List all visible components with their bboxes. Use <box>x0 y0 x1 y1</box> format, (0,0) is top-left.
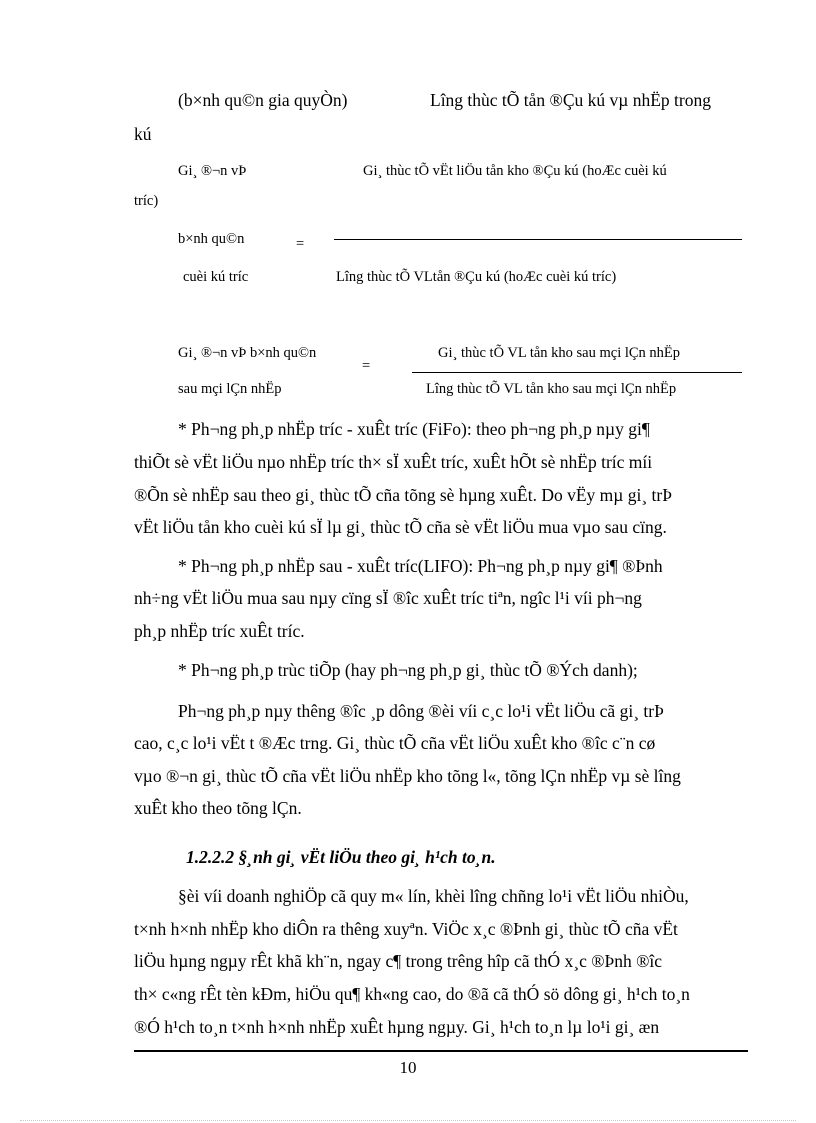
direct-desc-line-1: Ph¬ng ph¸p nµy thêng ®îc ¸p dông ®èi víi c¸c lo¹i vËt liÖu cã gi¸ trÞ <box>178 701 664 721</box>
formula3-equals-sign: = <box>362 358 371 374</box>
formula3-left-bottom: sau mçi lÇn nhËp <box>178 381 282 397</box>
section-body-line-1: §èi víi doanh nghiÖp cã quy m« lín, khèi lîng chñng lo¹i vËt liÖu nhiÒu, <box>178 886 689 906</box>
formula2-denominator: Lîng thùc tÕ VLtån ®Çu kú (hoÆc cuèi kú tríc) <box>336 269 617 285</box>
fifo-line-2: thiÕt sè vËt liÖu nµo nhËp tríc th× sÏ xuÊt tríc, xuÊt hÕt sè nhËp tríc míi <box>134 452 653 472</box>
section-body-line-5: ®Ó h¹ch to¸n t×nh h×nh nhËp xuÊt hµng ngµy. Gi¸ h¹ch to¸n lµ lo¹i gi¸ æn <box>134 1017 660 1037</box>
section-body-line-4: th× c«ng rÊt tèn kÐm, hiÖu qu¶ kh«ng cao, do ®ã cã thÓ sö dông gi¸ h¹ch to¸n <box>134 984 690 1004</box>
formula2-left-middle: b×nh qu©n <box>178 231 245 247</box>
formula2-left-bottom: cuèi kú tríc <box>183 269 249 285</box>
page-number: 10 <box>399 1058 417 1077</box>
lifo-line-2: nh÷ng vËt liÖu mua sau nµy cïng sÏ ®îc xuÊt tríc tiªn, ngîc l¹i víi ph¬ng <box>134 588 642 608</box>
lifo-line-1: * Ph¬ng ph¸p nhËp sau - xuÊt tríc(LIFO): Ph¬ng ph¸p nµy gi¶ ®Þnh <box>178 556 663 576</box>
fifo-line-3: ®Õn sè nhËp sau theo gi¸ thùc tÕ cña tõng sè hµng xuÊt. Do vËy mµ gi¸ trÞ <box>134 485 672 505</box>
formula2-numerator: Gi¸ thùc tÕ vËt liÖu tån kho ®Çu kú (hoÆc cuèi kú <box>363 163 667 179</box>
formula2-numerator-continuation: tríc) <box>134 193 159 209</box>
formula3-fraction-line <box>412 372 742 373</box>
section-body-line-3: liÖu hµng ngµy rÊt khã kh¨n, ngay c¶ trong trêng hîp cã thÓ x¸c ®Þnh ®îc <box>134 951 663 971</box>
direct-desc-line-3: vµo ®¬n gi¸ thùc tÕ cña vËt liÖu nhËp kho tõng l«, tõng lÇn nhËp vµ sè lîng <box>134 766 681 786</box>
direct-method-line: * Ph¬ng ph¸p trùc tiÕp (hay ph¬ng ph¸p gi¸ thùc tÕ ®Ých danh); <box>178 660 638 680</box>
fifo-line-4: vËt liÖu tån kho cuèi kú sÏ lµ gi¸ thùc tÕ cña sè vËt liÖu mua vµo sau cïng. <box>134 517 667 537</box>
formula2-fraction-line <box>334 239 742 240</box>
formula3-numerator: Gi¸ thùc tÕ VL tån kho sau mçi lÇn nhËp <box>438 345 681 361</box>
direct-desc-line-2: cao, c¸c lo¹i vËt t ®Æc trng. Gi¸ thùc tÕ cña vËt liÖu xuÊt kho ®îc c¨n cø <box>134 733 656 753</box>
formula3-left-top: Gi¸ ®¬n vÞ b×nh qu©n <box>178 345 317 361</box>
footer-rule <box>134 1050 748 1052</box>
lifo-line-3: ph¸p nhËp tríc xuÊt tríc. <box>134 621 305 641</box>
formula2-equals-sign: = <box>296 236 305 252</box>
formula3-denominator: Lîng thùc tÕ VL tån kho sau mçi lÇn nhËp <box>426 381 677 397</box>
formula2-left-top: Gi¸ ®¬n vÞ <box>178 163 247 179</box>
fifo-line-1: * Ph¬ng ph¸p nhËp tríc - xuÊt tríc (FiFo): theo ph¬ng ph¸p nµy gi¶ <box>178 419 650 439</box>
section-heading: 1.2.2.2 §¸nh gi¸ vËt liÖu theo gi¸ h¹ch to¸n. <box>186 847 496 867</box>
direct-desc-line-4: xuÊt kho theo tõng lÇn. <box>134 798 302 818</box>
page-bottom-border <box>20 1120 796 1121</box>
formula1-continuation: kú <box>134 124 152 144</box>
formula1-right-text: Lîng thùc tÕ tån ®Çu kú vµ nhËp trong <box>430 90 711 110</box>
section-body-line-2: t×nh h×nh nhËp kho diÔn ra thêng xuyªn. ViÖc x¸c ®Þnh gi¸ thùc tÕ cña vËt <box>134 919 678 939</box>
formula1-left-label: (b×nh qu©n gia quyÒn) <box>178 90 348 110</box>
